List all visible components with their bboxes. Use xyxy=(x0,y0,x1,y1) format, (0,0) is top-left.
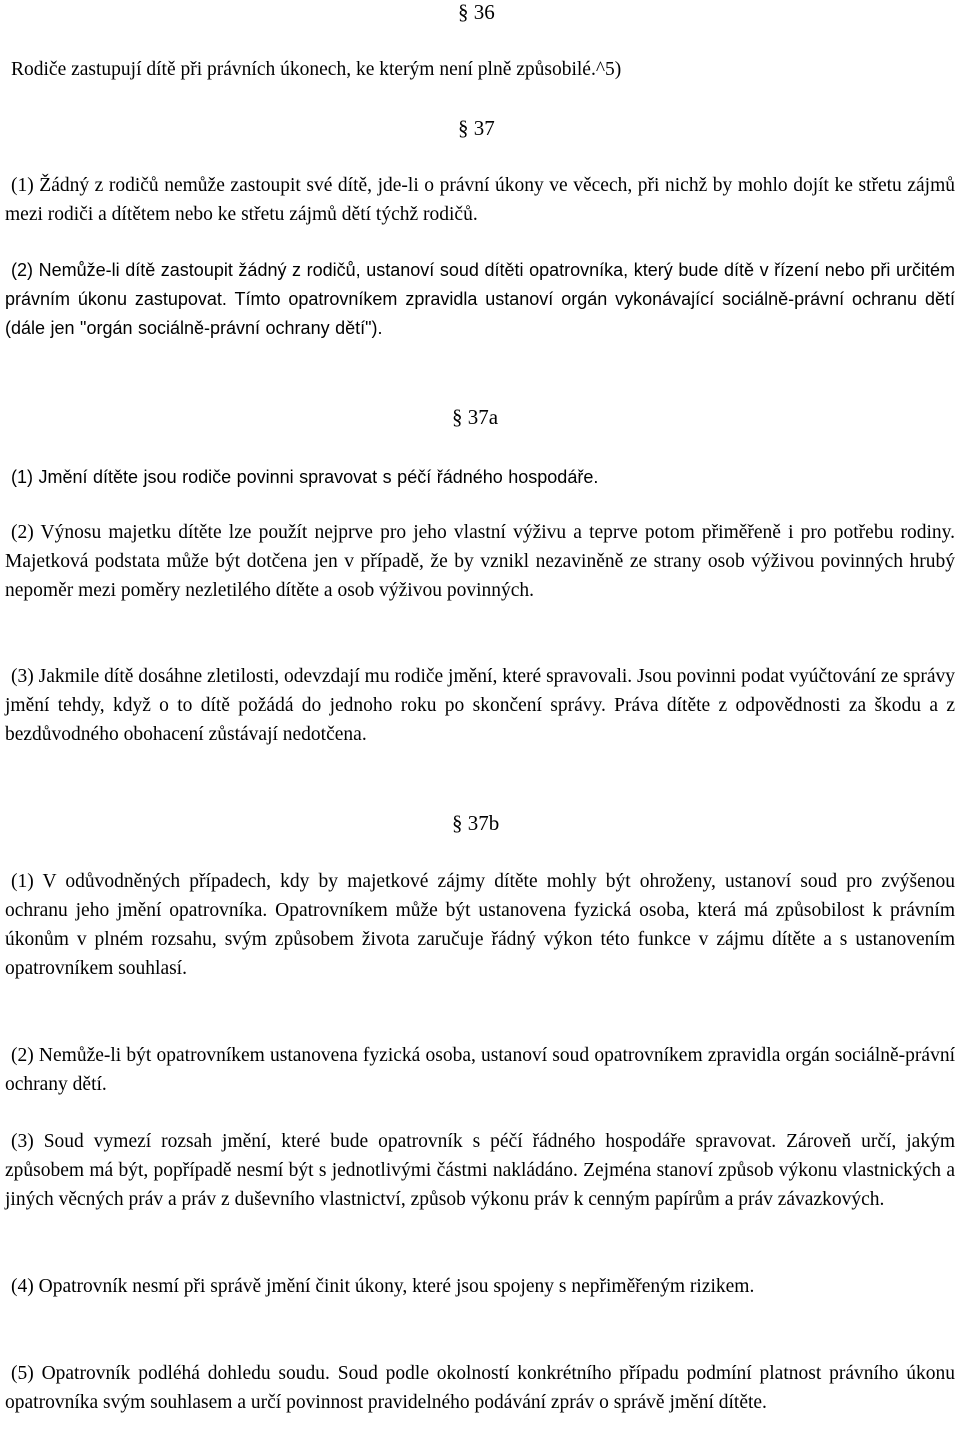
section-37a-paragraph-2: (2) Výnosu majetku dítěte lze použít nejprve pro jeho vlastní výživu a teprve potom přiměřeně i pro potřebu rodiny. Majetková podstata může být dotčena jen v případě, že by vznikl nezaviněně ze strany osob výživou povinných hrubý nepoměr mezi poměry nezletilého dítěte a osob výživou povinných. xyxy=(5,522,955,601)
section-heading-37: § 37 xyxy=(458,116,495,140)
section-heading-37b: § 37b xyxy=(452,811,500,835)
section-37b-paragraph-4: (4) Opatrovník nesmí při správě jmění činit úkony, které jsou spojeny s nepřiměřeným rizikem. xyxy=(11,1276,755,1297)
section-37b-paragraph-3: (3) Soud vymezí rozsah jmění, které bude opatrovník s péčí řádného hospodáře spravovat. Zároveň určí, jakým způsobem má být, popřípadě nesmí být s jednotlivými částmi nakládáno. Zejména stanoví způsob výkonu vlastnických a jiných věcných práv a práv z duševního vlastnictví, způsob výkonu práv k cenným papírům a práv závazkových. xyxy=(5,1131,955,1210)
section-37-paragraph-1: (1) Žádný z rodičů nemůže zastoupit své dítě, jde-li o právní úkony ve věcech, při nichž by mohlo dojít ke střetu zájmů mezi rodiči a dítětem nebo ke střetu zájmů dětí týchž rodičů. xyxy=(5,175,955,225)
section-37a-paragraph-1: (1) Jmění dítěte jsou rodiče povinni spravovat s péčí řádného hospodáře. xyxy=(11,467,599,487)
section-37b-paragraph-5: (5) Opatrovník podléhá dohledu soudu. Soud podle okolností konkrétního případu podmíní platnost právního úkonu opatrovníka svým souhlasem a určí povinnost pravidelného podávání zpráv o správě jmění dítěte. xyxy=(5,1363,955,1413)
section-37b-paragraph-2: (2) Nemůže-li být opatrovníkem ustanovena fyzická osoba, ustanoví soud opatrovníkem zpravidla orgán sociálně-právní ochrany dětí. xyxy=(5,1045,955,1095)
section-37a-paragraph-3: (3) Jakmile dítě dosáhne zletilosti, odevzdají mu rodiče jmění, které spravovali. Jsou povinni podat vyúčtování ze správy jmění tehdy, když o to dítě požádá do jednoho roku po skončení správy. Práva dítěte z odpovědnosti za škodu a z bezdůvodného obohacení zůstávají nedotčena. xyxy=(5,666,955,745)
section-37b-paragraph-1: (1) V odůvodněných případech, kdy by majetkové zájmy dítěte mohly být ohroženy, ustanoví soud pro zvýšenou ochranu jeho jmění opatrovníka. Opatrovníkem může být ustanovena fyzická osoba, která má způsobilost k právním úkonům v plném rozsahu, svým způsobem života zaručuje řádný výkon této funkce v zájmu dítěte a s ustanovením opatrovníkem souhlasí. xyxy=(5,871,955,979)
section-heading-37a: § 37a xyxy=(452,405,499,429)
section-37-paragraph-2: (2) Nemůže-li dítě zastoupit žádný z rodičů, ustanoví soud dítěti opatrovníka, který bude dítě v řízení nebo při určitém právním úkonu zastupovat. Tímto opatrovníkem zpravidla ustanoví orgán vykonávající sociálně-právní ochranu dětí (dále jen "orgán sociálně-právní ochrany dětí"). xyxy=(5,260,955,338)
section-36-paragraph-1: Rodiče zastupují dítě při právních úkonech, ke kterým není plně způsobilé.^5) xyxy=(11,59,622,80)
section-heading-36: § 36 xyxy=(458,0,495,24)
